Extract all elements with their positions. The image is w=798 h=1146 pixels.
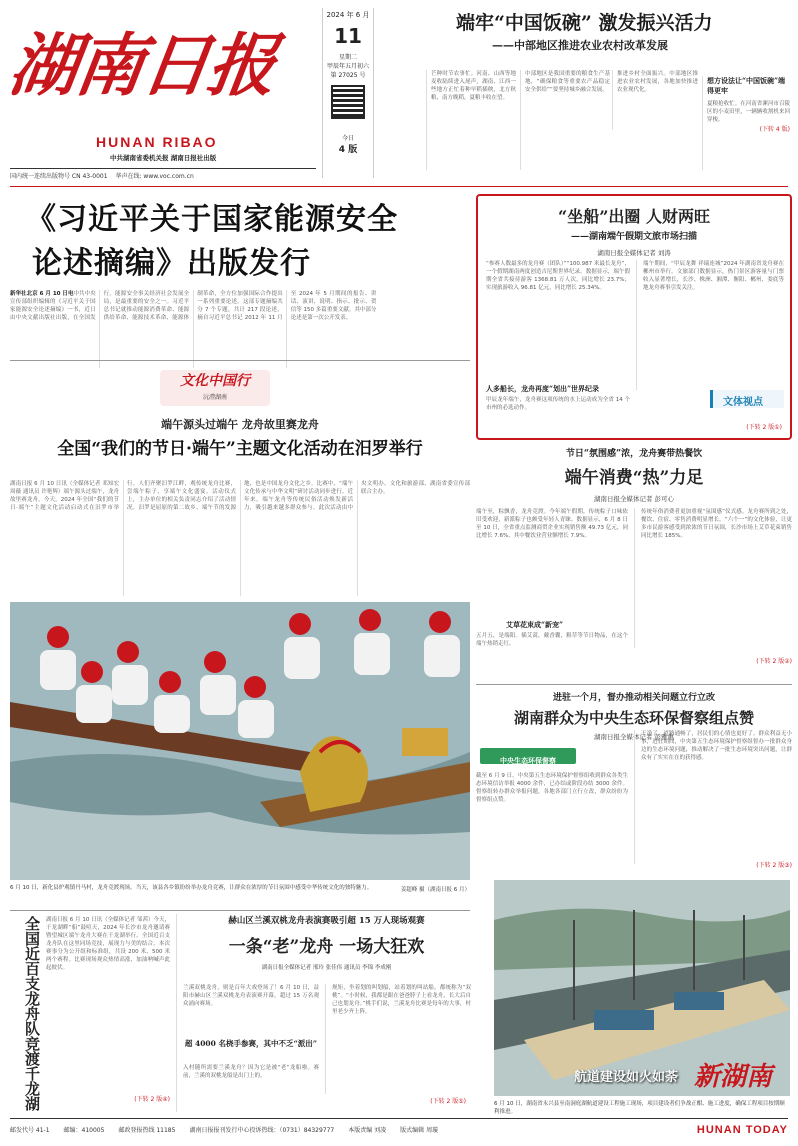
pages-label: 今日 [341,135,354,142]
footer-item: 本版责编 刘凌 [348,1127,387,1134]
date-day: 11 [334,24,362,48]
taojiang-col1: 兰溪双桃龙舟，则是百年大戏登场了！6 月 10 日，益阳市赫山区兰溪双桃龙舟表演赛开幕，超过 15 万名观众涌向赛场。 [183,985,319,1007]
environment-badge-text: 中央生态环保督察 [500,757,556,765]
qr-code[interactable] [331,85,365,119]
culture-logo [160,370,270,406]
weekday: 星期二 [338,54,357,61]
construction-title: 航道建设如火如荼 [574,1070,679,1085]
consumption-byline: 湖南日报全媒体记者 彭可心 [593,495,675,503]
environment-kicker: 进驻一个月，督办推动相关问题立行立改 [552,693,715,703]
boxed-story-title: “坐船”出圈 人财两旺 [558,207,710,226]
boxed-story-badge [710,390,784,408]
environment-badge [480,748,576,764]
dragon-boat-count-body: 湖南日报 6 月 10 日讯（全媒体记者 邹茜）今天，千龙湖畔“船”鼓喧天，2024 年长沙市龙舟邀请赛暨望城区端午龙舟大赛在千龙湖举行。全国近百支龙舟队在这里同场竞技，展现力与美的结合。本次赛事分为公开组和标准组，共设 200 米、500 米两个赛程。比赛现场观众热情高涨，加油呐喊声此起彼伏。 [46,917,170,971]
sidebar-commentary[interactable] [702,76,790,170]
top-story-title: 端牢“中国饭碗” 激发振兴活力 [456,12,713,34]
masthead-pinyin: HUNAN RIBAO [96,134,218,150]
top-story-body: 芒种时节农事忙。河南、山西等地麦收陆续进入尾声，湖南、江西一些地方正忙着种早稻插秧，北方秋粮、南方晚稻，夏粮丰收在望。 [426,70,516,170]
masthead-rule [10,186,788,187]
taojiang-continued: (下转 2 版⑤) [430,1098,466,1105]
taojiang-kicker: 赫山区兰溪双桃龙舟表演赛吸引超 15 万人现场观赛 [228,916,425,926]
environment-story[interactable] [476,690,792,876]
lead-story-title-line2: 论述摘编》出版发行 [32,246,311,281]
top-story-body-2: 中部地区是我国重要的粮食生产基地，“确保粮食等重要农产品稳定安全供给”“要坚持城乡融合发展。 [520,70,610,170]
masthead-title: 湖南日报 [4,26,280,106]
taojiang-col1b: 入村随所需要兰溪龙舟？因为它是被“老”龙船啦。赛前，兰溪的双桃龙船是出门上的。 [183,1065,319,1079]
caption-text: 6 月 10 日，新化县炉观镇丹马村，龙舟竞渡现场。当天，该县各乡镇纷纷举办龙舟竞赛，让群众在浓厚的节日氛围中感受中华传统文化的独特魅力。 [10,885,373,891]
consumption-col1: 端午至，粽飘香，龙舟竞渡。今年端午假期，传统粽子口味依旧受欢迎，新派粽子也颇受年轻人青睐。数据显示，6 月 8 日至 10 日，全省重点监测商贸企业实现销售额 49.73 亿元，同比增长 7.6%，其中餐饮业营业额增长 7.9%。 [476,509,628,539]
culture-logo-text: 文化中国行 [180,373,250,389]
issue-number: 第 27025 号 [330,72,366,79]
boxed-story-continued: (下转 2 版①) [746,424,782,431]
footer-item: 版式编辑 周璇 [400,1127,439,1134]
footer-item: 邮发代号 41-1 [10,1127,50,1134]
culture-body: 湖南日报 6 月 10 日讯（全媒体记者 邓知宏 周薇 通讯员 许艳辉）端午源头过端午，龙舟故里赛龙舟。今天，2024 年全国“我们的节日·端午”主题文化活动启动式在汨罗市举行。人们齐聚汨罗江畔，观传统龙舟比赛，尝端午粽子，享端午文化盛宴。活动仪式上，主办单位的相关负责同志介绍了活动情况。汨罗是屈原的第二故乡、端午节的发源地，也是中国龙舟文化之乡。比赛中，“端午文化传承与中华文明”研讨活动同步进行。近年来，端午龙舟等传统民俗活动焕发新活力，吸引越来越多群众参与。此次活动由中央文明办、文化和旅游部、湖南省委宣传部联合主办。 [10,481,470,511]
boxed-story-col1: “参赛人数最多的龙舟赛（团队）”“100.987 米最长龙舟”，一个假期湖南两度创造吉尼斯世界纪录。数据显示，端午假期全省共接待游客 1368.81 万人次，同比增长 23.7%；实现旅游收入 96.81 亿元，同比增长 25.34%。 [486,261,630,291]
taojiang-col2: 规矩，坐着划的叫划船，站着划的叫站船，都统称为“双桃”。“小时候，我都是跟在爸爸脖子上看龙舟，长大后自己也划龙舟。”桃手们说，兰溪龙舟比赛是每年的大事，村里老少齐上阵。 [325,984,471,1094]
culture-logo-sub: 沅澧湖南 [202,394,227,401]
dragon-boat-photo[interactable] [10,602,470,880]
consumption-kicker: 节日“氛围感”浓，龙舟赛带热餐饮 [565,449,703,459]
masthead-info-bar [10,168,316,180]
footer [10,1118,788,1140]
taojiang-title: 一条“老”龙舟 一场大狂欢 [228,937,425,957]
section-rule-2 [476,684,792,685]
sidebar-commentary-title: 想方设法让“中国饭碗”端得更牢 [707,76,786,95]
environment-byline: 湖南日报全媒体记者 彭雅惠 [593,733,675,741]
footer-item: 邮编：410005 [63,1127,105,1134]
consumption-col1b: 五月五，是端阳。插艾蒿，戴香囊，粗草等节日物品，在这个端午热销走红。 [476,633,628,647]
environment-col1: 截至 6 月 9 日，中央第五生态环境保护督察组收到群众各类生态环境信访举报 4000 余件，已办结或阶段办结 3000 余件。督察组转办群众举报问题，各地各部门立行立改，群众纷纷为督察组点赞。 [476,773,628,803]
sidebar-commentary-body: 夏粮抢收忙。在河南省漯河市召陵区的小麦田里，一辆辆收割机来回穿梭。 [707,101,790,123]
consumption-subhead: 艾草花束成“新宠” [506,620,564,629]
lead-story-dateline: 新华社北京 6 月 10 日电 [10,291,74,297]
boxed-story-col2: 端午期间，“甲辰龙舞 祥瑞连城”2024 年湖南省龙舟赛在郴州市举行。文旅部门数据显示，热门景区游客量与门票收入显著增长，长沙、株洲、湘潭、衡阳、郴州、娄底等地龙舟赛事引发关注。 [636,260,784,390]
boxed-story-col1b: 甲辰龙年端午，龙舟赛这项传统的水上运动成为全省 14 个市州的必选动作。 [486,397,630,411]
culture-kicker: 端午源头过端午 龙舟故里赛龙舟 [161,418,319,431]
dragon-boat-scene [10,602,470,880]
masthead-publisher: 中共湖南省委机关报 湖南日报社出版 [110,154,217,162]
construction-caption: 6 月 10 日，湖南省永兴县至南洞庭湖航道建设工程施工现场，项目建设者们争战正酣、施工进度，确保工程项目按期顺利推进。 [494,1101,785,1115]
badge-text: 文体视点 [723,397,763,408]
dragon-boat-count-continued: (下转 2 版④) [134,1096,170,1103]
cn-number: 国内统一连续出版物号 CN 43-0001 [10,173,108,180]
date-box [322,8,374,178]
boxed-story-byline: 湖南日报全媒体记者 刘涛 [597,249,671,257]
pages-count: 4 版 [338,145,358,155]
dragon-boat-count-title: 全国近百支龙舟队竞渡千龙湖 [23,916,41,1111]
consumption-col2: 传统年俗消费者更加重视“氛围感”仪式感。龙舟赛所到之处，餐饮、住宿、零售消费明显增长。“六个一”的文化体验，让更多市民游客感受到浓浓的节日氛围，长沙市场上艾草花束销售同比增长 185%。 [634,508,792,648]
section-rule-3 [10,910,470,911]
taojiang-byline: 湖南日报全媒体记者 邢玲 张佳伟 通讯员 李锦 李成刚 [261,965,392,971]
culture-feature[interactable] [10,364,470,906]
environment-title: 湖南群众为中央生态环保督察组点赞 [513,709,754,727]
boxed-story[interactable] [476,194,792,440]
consumption-story[interactable] [476,446,792,672]
footer-item: 湖南日报报刊发行中心投诉热线：（0731）84329777 [189,1127,335,1134]
consumption-title: 端午消费“热”力足 [564,468,704,488]
sidebar-commentary-continued: (下转 4 版) [759,126,790,133]
culture-title: 全国“我们的节日·端午”主题文化活动在汨罗举行 [57,439,423,459]
footer-item: 邮政登报热线 11185 [118,1127,176,1134]
website: 华声在线: www.voc.com.cn [115,173,194,180]
consumption-continued: (下转 2 版②) [756,658,792,665]
environment-col2: 干净了，道路通畅了，居民们的心情也更好了。群众利益无小事，进驻期间，中央第五生态环境保护督察组督办一批群众身边的生态环境问题，推动解决了一批生态环境突出问题，让群众有了实实在在的获得感。 [634,730,792,864]
lead-story-body: 新华社北京 6 月 10 日电中共中央宣传部组织编辑的《习近平关于国家能源安全论述摘编》一书，近日由中央文献出版社出版，在全国发行。能源安全事关经济社会发展全局，是最重要的安全之一。习近平总书记就推动能源消费革命、能源供给革命、能源技术革命、能源体制革命，全方位加强国际合作提出一系列重要论述。这部专题摘编共分 7 个专题，共计 217 段论述，摘自习近平总书记 2012 年 11 月至 2024 年 5 月期间的报告、讲话、演讲、说明、指示、批示、贺信等 150 多篇重要文献。其中部分论述是第一次公开发表。 [10,291,377,321]
masthead [4,6,310,184]
environment-continued: (下转 2 版③) [756,862,792,869]
top-story-subtitle: ——中部地区推进农业农村改革发展 [492,39,668,52]
top-story-body-3: 推进乡村全面振兴。中部地区推进农业农村发展，各地加快推进农业现代化。 [612,70,698,130]
boxed-story-subtitle: ——湖南端午假期文旅市场扫描 [570,232,697,242]
caption-credit: 姜超峰 摄（湖南日报 6 月） [400,887,470,893]
boxed-story-subhead: 人多船长，龙舟再度“划出”世界纪录 [486,384,600,393]
footer-brand: HUNAN TODAY [696,1123,788,1136]
lead-story[interactable] [10,194,470,354]
top-story[interactable] [380,8,790,184]
construction-stamp: 新湖南 [694,1062,773,1092]
taojiang-story[interactable] [176,914,470,1112]
dragon-boat-count-story[interactable] [10,914,174,1112]
lead-story-title-line1: 《习近平关于国家能源安全 [26,202,398,237]
construction-photo[interactable] [494,880,790,1096]
taojiang-subhead: 超 4000 名桡手参赛，其中不乏“派出” [184,1039,318,1048]
lunar-date: 甲辰年五月初六 [326,63,369,70]
section-rule-1 [10,360,470,361]
dragon-boat-caption [10,884,470,894]
date-month: 2024 年 6 月 [326,11,370,19]
